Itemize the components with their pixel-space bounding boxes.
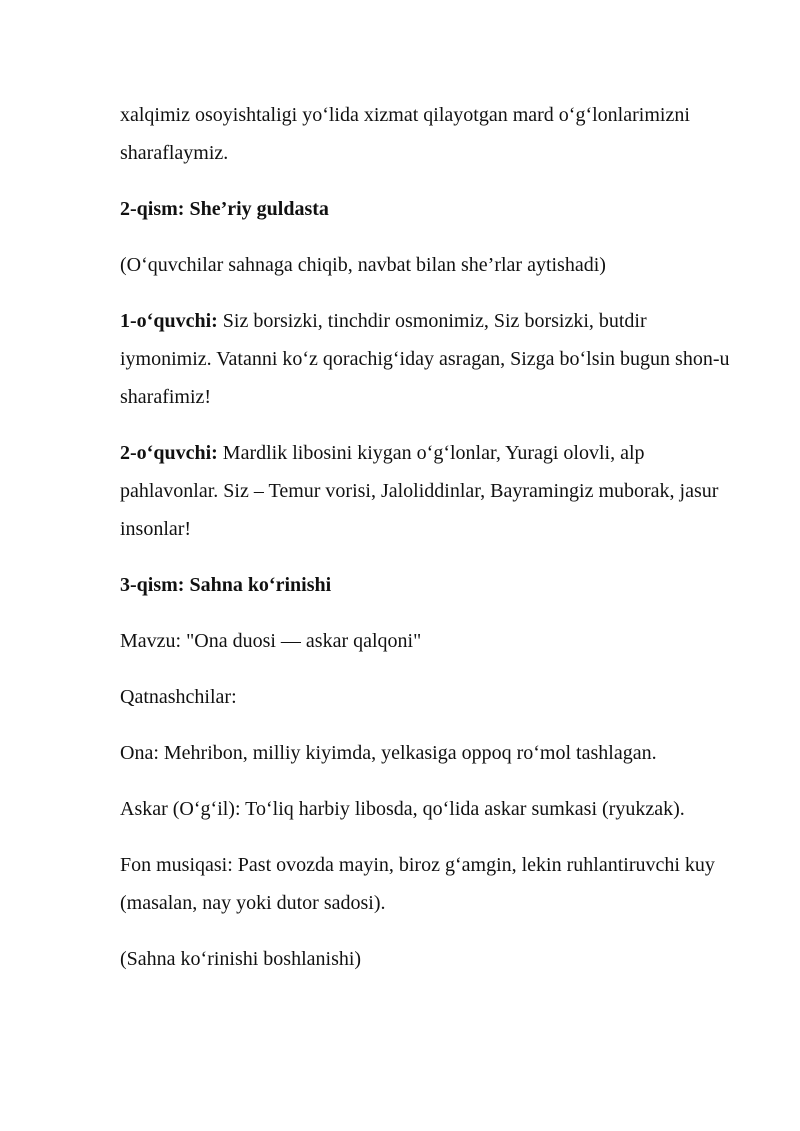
mother-description: Ona: Mehribon, milliy kiyimda, yelkasiga oppoq ro‘mol tashlagan. xyxy=(120,742,657,764)
scene-start-direction: (Sahna ko‘rinishi boshlanishi) xyxy=(120,948,362,970)
student-1-label: 1-o‘quvchi: xyxy=(120,310,218,332)
document-page xyxy=(120,96,740,996)
student-1-verse xyxy=(120,302,740,416)
student-2-label: 2-o‘quvchi: xyxy=(120,442,218,464)
theme-line: Mavzu: "Ona duosi — askar qalqoni" xyxy=(120,630,422,652)
section-3-heading: 3-qism: Sahna ko‘rinishi xyxy=(120,574,332,596)
music-description: Fon musiqasi: Past ovozda mayin, biroz g‘amgin, lekin ruhlantiruvchi kuy (masalan, nay yoki dutor sadosi). xyxy=(120,854,715,914)
student-1-text: Siz borsizki, tinchdir osmonimiz, Siz borsizki, butdir iymonimiz. Vatanni ko‘z qorachig‘iday asragan, Sizga bo‘lsin bugun shon-u sharafimiz! xyxy=(120,310,730,408)
soldier-description: Askar (O‘g‘il): To‘liq harbiy libosda, qo‘lida askar sumkasi (ryukzak). xyxy=(120,798,685,820)
student-2-verse xyxy=(120,434,740,548)
intro-paragraph: xalqimiz osoyishtaligi yo‘lida xizmat qilayotgan mard o‘g‘lonlarimizni sharaflaymiz. xyxy=(120,104,690,164)
student-2-text: Mardlik libosini kiygan o‘g‘lonlar, Yuragi olovli, alp pahlavonlar. Siz – Temur vorisi, Jaloliddinlar, Bayramingiz muborak, jasur insonlar! xyxy=(120,442,719,540)
stage-direction: (O‘quvchilar sahnaga chiqib, navbat bilan she’rlar aytishadi) xyxy=(120,254,606,276)
participants-label: Qatnashchilar: xyxy=(120,686,237,708)
section-2-heading: 2-qism: She’riy guldasta xyxy=(120,198,329,220)
